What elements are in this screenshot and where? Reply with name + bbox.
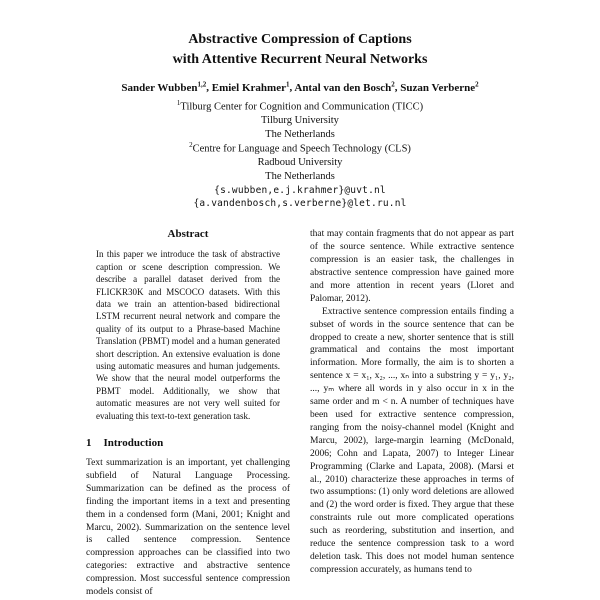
right-column-paragraph-2: Extractive sentence compression entails finding a subset of words in the source sentence that can be dropped to create a new, shorter sentence that is still grammatical and contains the most important information. More formally, the aim is to shorten a sentence x = x₁, x₂, ..., xₙ into a substring y = y₁, y₂, ..., yₘ where all words in y also occur in x in the same order and m < n. A number of techniques have been used for extractive sentence compression, ranging from the noisy-channel model (Knight and Marcu, 2002), large-margin learning (McDonald, 2006; Cohn and Lapata, 2007) to Integer Linear Programming (Clarke and Lapata, 2008). (Marsi et al., 2010) characterize these approaches in terms of two assumptions: (1) only word deletions are allowed and (2) the word order is fixed. They argue that these constraints rule out more complicated operations such as reordering, substitution and insertion, and reduce the sentence compression task to a word deletion task. This does not model human sentence compression accurately, as humans tend to [310, 306, 514, 575]
author-affil-marker: 2 [391, 80, 395, 89]
affiliation-text: Centre for Language and Speech Technology (CLS) [192, 143, 411, 155]
paper-title-line-1: Abstractive Compression of Captions [188, 32, 412, 47]
email-line: {a.vandenbosch,s.verberne}@let.ru.nl [193, 197, 407, 209]
affiliation-line [86, 99, 514, 114]
affiliation-line [86, 128, 514, 142]
abstract-heading: Abstract [167, 228, 209, 241]
paper-title-line-2: with Attentive Recurrent Neural Networks [172, 51, 428, 67]
affiliation-text: Tilburg Center for Cognition and Communication (TICC) [180, 101, 424, 113]
email-line: {s.wubben,e.j.krahmer}@uvt.nl [214, 184, 386, 196]
abstract-text: In this paper we introduce the task of abstractive caption or scene description compression. We describe a parallel dataset derived from the FLICKR30K and MSCOCO datasets. With this data we train an attention-based bidirectional LSTM recurrent neural network and compare the quality of its output to a Phrase-based Machine Translation (PBMT) model and a human generated short description. An extensive evaluation is done using automatic measures and human judgements. We show that the neural model outperforms the PBMT model. Additionally, we show that automatic measures are not very well suited for evaluating this text-to-text generation task. [96, 249, 280, 421]
author: Emiel Krahmer$^1$ [211, 80, 290, 94]
author-affil-marker: 2 [475, 80, 479, 89]
affiliation-block [86, 99, 514, 210]
author: Sander Wubben$^{1,2}$ [121, 80, 207, 94]
right-column [310, 228, 514, 599]
author-affil-marker: 1 [285, 80, 290, 89]
section-number: 1 [86, 436, 92, 449]
affiliation-text: The Netherlands [265, 128, 335, 140]
introduction-paragraph: Text summarization is an important, yet challenging subfield of Natural Language Processing. Summarization can be defined as the process of finding the important items in a text and presenting them in a condensed form (Mani, 2001; Knight and Marcu, 2002). Summarization on the sentence level is called sentence compression. Sentence compression approaches can be classified into two categories: extractive and abstractive sentence compression. Most successful sentence compression models consist of [86, 457, 290, 598]
affiliation-line [86, 114, 514, 128]
section-heading-introduction [86, 437, 290, 449]
affiliation-marker: 2 [189, 141, 193, 150]
section-title: Introduction [103, 436, 164, 449]
author: Suzan Verberne$^2$ [400, 80, 479, 94]
author-affil-marker: 1,2 [197, 80, 207, 89]
author-separator: , [206, 81, 212, 94]
affiliation-marker: 1 [176, 98, 181, 107]
affiliation-line [86, 170, 514, 184]
affiliation-text: Tilburg University [261, 114, 339, 126]
author: Antal van den Bosch$^2$ [294, 80, 395, 94]
affiliation-text: The Netherlands [265, 171, 335, 183]
affiliation-text: Radboud University [257, 157, 343, 169]
author-separator: , [394, 81, 401, 94]
left-column [86, 228, 290, 599]
affiliation-line [86, 141, 514, 156]
affiliation-line [86, 156, 514, 170]
author-line [86, 80, 514, 94]
paper-title [86, 30, 514, 69]
author-separator: , [289, 81, 295, 94]
right-column-paragraph-1: that may contain fragments that do not appear as part of the source sentence. While extractive sentence compression is an easier task, the challenges in abstractive sentence compression have gained more and more attention in recent years (Lloret and Palomar, 2012). [310, 229, 514, 304]
two-column-body [86, 228, 514, 599]
